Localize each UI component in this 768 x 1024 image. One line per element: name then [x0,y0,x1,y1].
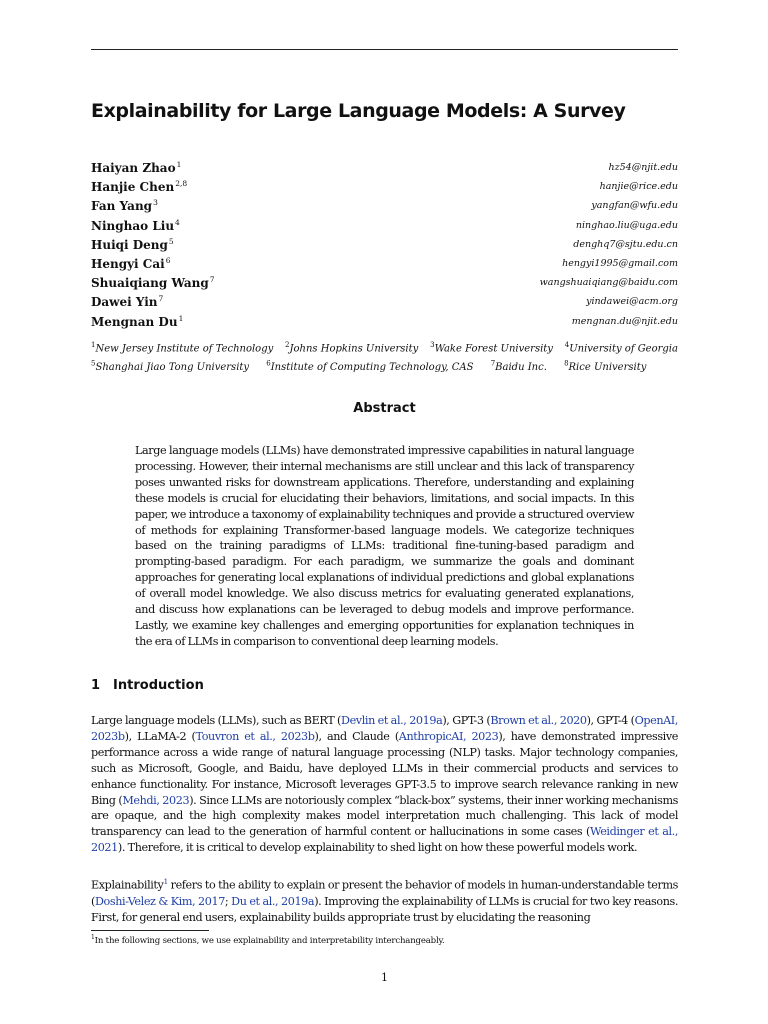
author-row [91,198,678,217]
citation-link[interactable]: Du et al., 2019a [231,894,315,908]
author-list [91,160,678,333]
affiliation: $^4$University of Georgia [564,341,678,355]
author-name: Fan Yang$^3$ [91,198,158,214]
affiliation: $^5$Shanghai Jiao Tong University [91,359,250,373]
citation-link[interactable]: AnthropicAI, 2023 [398,729,499,743]
section-title: Introduction [113,678,204,693]
section-heading [91,678,204,693]
author-row [91,294,678,313]
affiliation: $^1$New Jersey Institute of Technology [91,341,274,355]
citation-link[interactable]: OpenAI, 2023b [91,714,678,743]
author-email[interactable]: hz54@njit.edu [608,162,678,173]
author-row [91,179,678,198]
author-row [91,237,678,256]
affiliation: $^6$Institute of Computing Technology, CAS [266,359,474,373]
author-name: Hanjie Chen$^{2,8}$ [91,179,188,195]
author-email[interactable]: yindawei@acm.org [586,296,678,308]
footnote: $^1$In the following sections, we use explainability and interpretability interchangeably. [91,934,445,946]
footnote-rule [91,930,209,931]
author-email[interactable]: yangfan@wfu.edu [591,200,678,212]
author-row [91,314,678,333]
author-row [91,160,678,179]
intro-paragraph-1: Large language models (LLMs), such as BERT (Devlin et al., 2019a), GPT-3 (Brown et al., 2020), GPT-4 (OpenAI, 2023b), LLaMA-2 (Touvron et al., 2023b), and Claude (AnthropicAI, 2023), have demonstrated impressive performance across a wide range of natural language processing (NLP) tasks. Major technology companies, such as Microsoft, Google, and Baidu, have deployed LLMs in their commercial products and services to enhance functionality. For instance, Microsoft leverages GPT-3.5 to improve search relevance ranking in new Bing (Mehdi, 2023). Since LLMs are notoriously complex “black-box” systems, their inner working mechanisms are opaque, and the high complexity makes model interpretation much challenging. This lack of model transparency can lead to the generation of harmful content or hallucinations in some cases (Weidinger et al., 2021). Therefore, it is critical to develop explainability to shed light on how these powerful models work. [91,714,678,855]
affiliation: $^2$Johns Hopkins University [285,341,419,355]
affiliation-line [91,338,678,356]
author-name: Shuaiqiang Wang$^7$ [91,275,215,291]
intro-paragraph-2: Explainability$^1$ refers to the ability to explain or present the behavior of models in human-understandable terms (Doshi-Velez & Kim, 2017; Du et al., 2019a). Improving the explainability of LLMs is crucial for two key reasons. First, for general end users, explainability builds appropriate trust by elucidating the reasoning [91,877,679,924]
citation-link[interactable]: Devlin et al., 2019a [341,714,443,727]
citation-link[interactable]: Weidinger et al., 2021 [91,825,678,855]
citation-link[interactable]: Brown et al., 2020 [490,714,587,727]
author-email[interactable]: hengyi1995@gmail.com [562,257,678,269]
page-number: 1 [381,971,388,984]
author-name: Ninghao Liu$^4$ [91,217,180,233]
affiliation-line [91,356,678,374]
section-number: 1 [91,678,101,693]
top-rule [91,49,678,50]
author-email[interactable]: denghq7@sjtu.edu.cn [573,238,678,250]
author-name: Dawei Yin$^7$ [91,294,164,310]
paper-page [91,0,678,1024]
author-name: Haiyan Zhao$^1$ [91,160,182,175]
author-row [91,218,678,237]
affiliations [91,338,678,375]
author-email[interactable]: hanjie@rice.edu [599,181,678,193]
affiliation: $^8$Rice University [564,359,647,373]
author-email[interactable]: mengnan.du@njit.edu [571,315,678,327]
author-email[interactable]: ninghao.liu@uga.edu [575,219,678,231]
author-name: Huiqi Deng$^5$ [91,236,174,252]
affiliation: $^3$Wake Forest University [430,341,553,355]
citation-link[interactable]: Touvron et al., 2023b [195,729,315,743]
citation-link[interactable]: Mehdi, 2023 [122,793,190,807]
author-name: Hengyi Cai$^6$ [91,255,171,271]
citation-link[interactable]: Doshi-Velez & Kim, 2017 [94,894,225,908]
affiliation: $^7$Baidu Inc. [490,359,547,373]
footnote-marker[interactable]: 1 [163,877,168,886]
paper-title: Explainability for Large Language Models: A Survey [91,100,626,122]
author-row [91,256,678,275]
author-row [91,275,678,294]
author-email[interactable]: wangshuaiqiang@baidu.com [539,277,678,289]
abstract-heading: Abstract [353,401,416,416]
author-name: Mengnan Du$^1$ [91,313,184,329]
abstract-text: Large language models (LLMs) have demonstrated impressive capabilities in natural language processing. However, their internal mechanisms are still unclear and this lack of transparency poses unwanted risks for downstream applications. Therefore, understanding and explaining these models is crucial for elucidating their behaviors, limitations, and social impacts. In this paper, we introduce a taxonomy of explainability techniques and provide a structured overview of methods for explaining Transformer-based language models. We categorize techniques based on the training paradigms of LLMs: traditional fine-tuning-based paradigm and prompting-based paradigm. For each paradigm, we summarize the goals and dominant approaches for generating local explanations of individual predictions and global explanations of overall model knowledge. We also discuss metrics for evaluating generated explanations, and discuss how explanations can be leveraged to debug models and improve performance. Lastly, we examine key challenges and emerging opportunities for explanation techniques in the era of LLMs in comparison to conventional deep learning models. [135,444,634,648]
